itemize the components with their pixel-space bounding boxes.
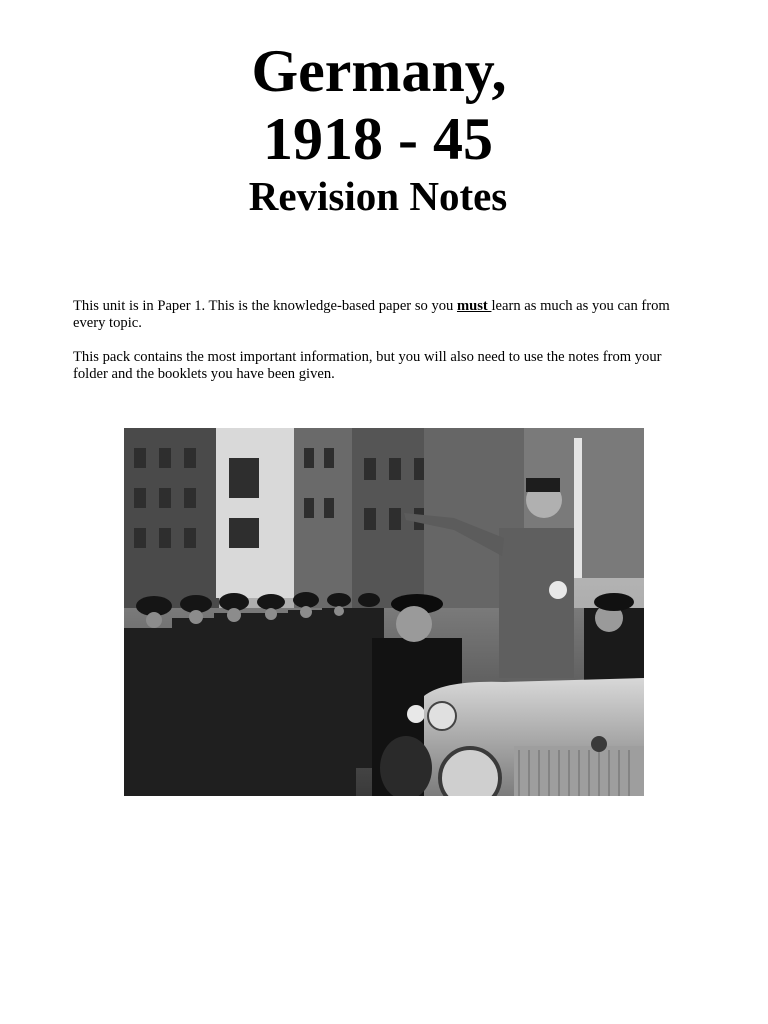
- intro-p1-before: This unit is in Paper 1. This is the knowledge-based paper so you: [73, 298, 457, 314]
- intro-paragraph-2: This pack contains the most important information, but you will also need to use the notes from your folder and the booklets you have been given.: [73, 349, 662, 382]
- intro-p1-after: learn as much as you can from every topic.: [73, 298, 670, 331]
- title-line-1: Germany,: [251, 38, 507, 104]
- intro-paragraph-1: [73, 298, 683, 332]
- historical-photo-icon: [124, 428, 644, 796]
- intro-p1-emphasis: must: [456, 298, 492, 314]
- subtitle: Revision Notes: [248, 173, 508, 219]
- intro-text: [73, 298, 683, 400]
- title-block: [0, 38, 768, 220]
- historical-photo: [124, 428, 644, 796]
- title-line-2: 1918 - 45: [263, 106, 493, 172]
